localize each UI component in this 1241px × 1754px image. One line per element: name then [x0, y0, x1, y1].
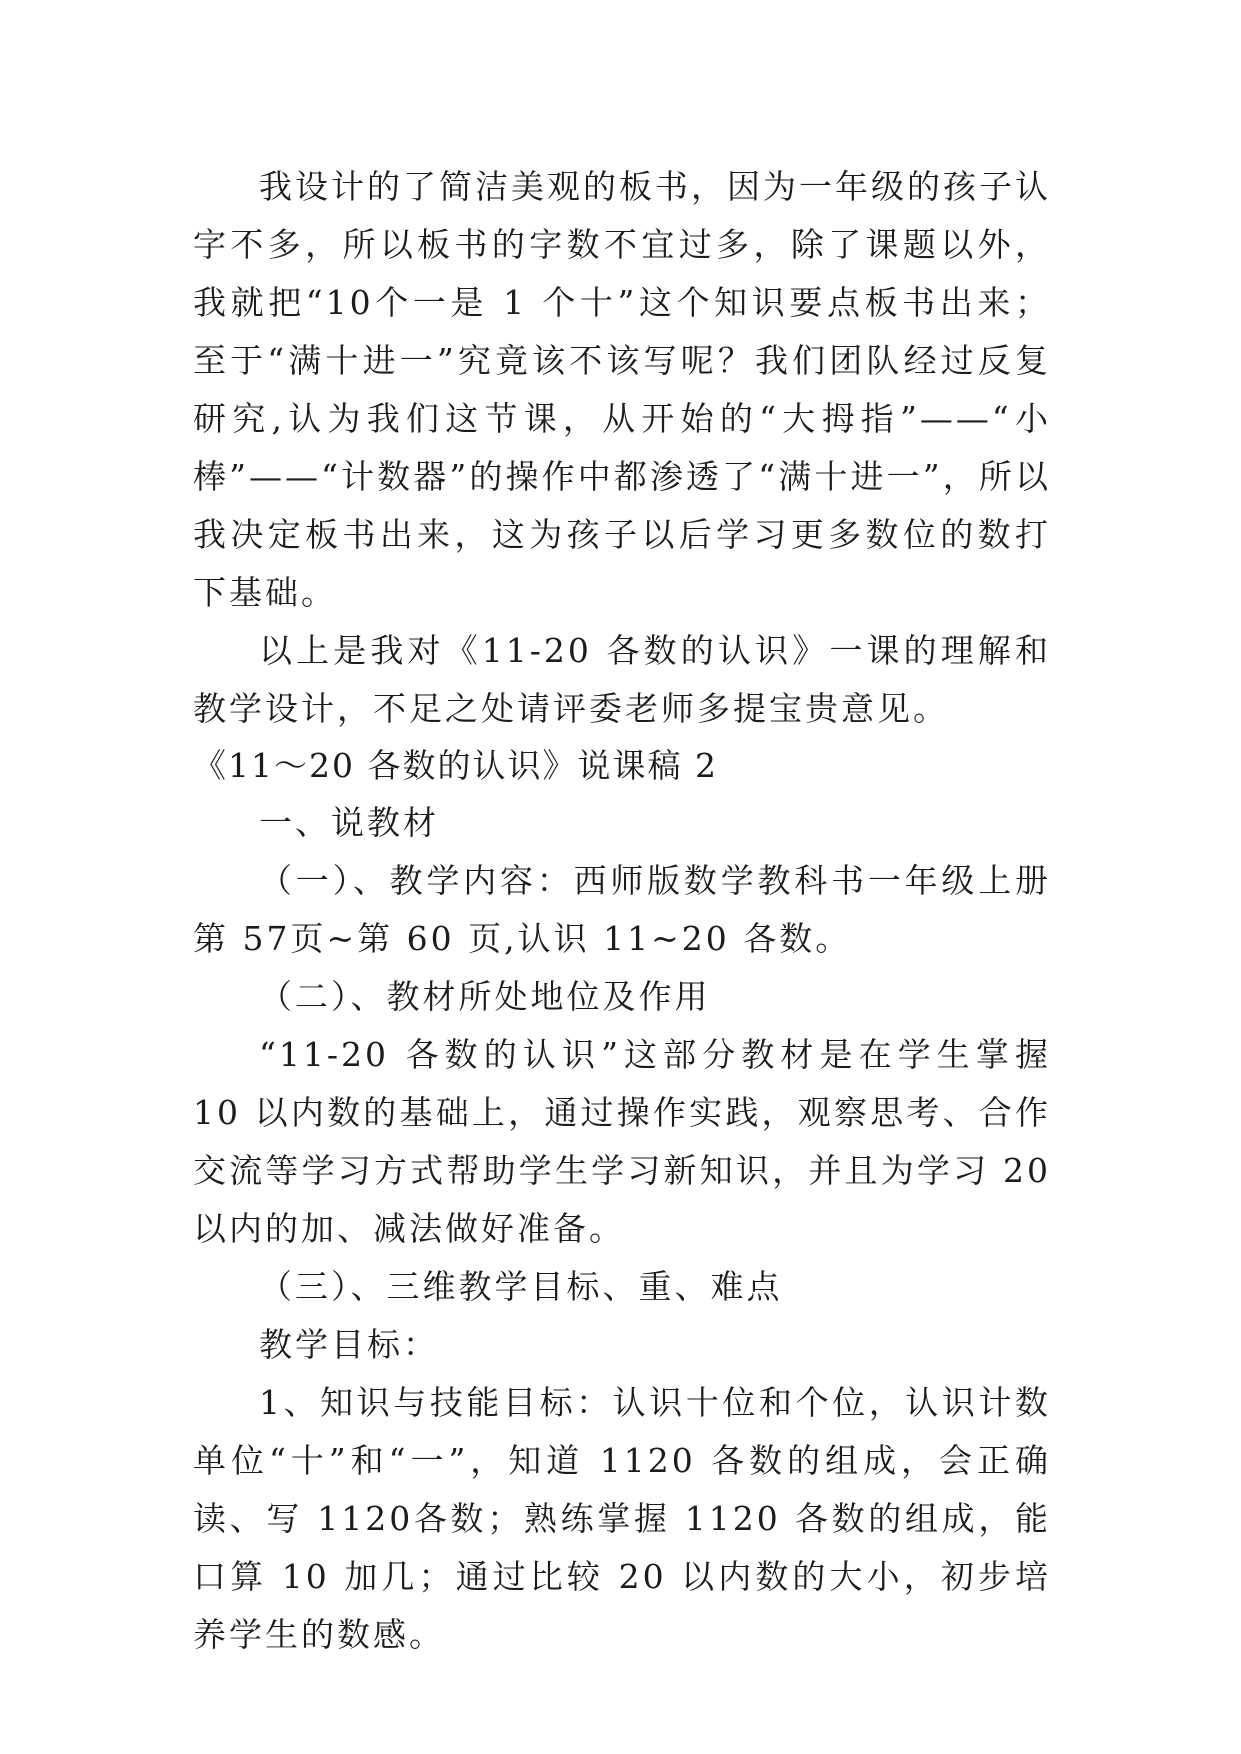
goals-label: 教学目标： [259, 1325, 439, 1364]
subsection-position-role: （二）、教材所处地位及作用 [259, 977, 711, 1016]
goal-knowledge-skills: 1、知识与技能目标：认识十位和个位，认识计数单位“十”和“一”，知道 1120 各数的组成，会正确读、写 1120各数；熟练掌握 1120 各数的组成，能口算 10 加几；通过比较 20 以内数的大小，初步培养学生的数感。 [193, 1383, 1051, 1654]
paragraph-closing: 以上是我对《11-20 各数的认识》一课的理解和教学设计，不足之处请评委老师多提宝贵意见。 [193, 631, 1051, 728]
section-heading-materials: 一、说教材 [259, 803, 439, 842]
subsection-teaching-content: （一）、教学内容：西师版数学教科书一年级上册第 57页~第 60 页,认识 11~20 各数。 [193, 861, 1051, 958]
document-title: 《11～20 各数的认识》说课稿 2 [193, 746, 718, 785]
paragraph-board-design: 我设计的了简洁美观的板书，因为一年级的孩子认字不多，所以板书的字数不宜过多，除了课题以外，我就把“10个一是 1 个十”这个知识要点板书出来；至于“满十进一”究竟该不该写呢？我们团队经过反复研究,认为我们这节课，从开始的“大拇指”——“小棒”——“计数器”的操作中都渗透了“满十进一”，所以我决定板书出来，这为孩子以后学习更多数位的数打下基础。 [193, 167, 1051, 612]
document-page [193, 158, 1051, 1664]
paragraph-material-description: “11-20 各数的认识”这部分教材是在学生掌握 10 以内数的基础上，通过操作实践，观察思考、合作交流等学习方式帮助学生学习新知识，并且为学习 20 以内的加、减法做好准备。 [193, 1035, 1051, 1248]
subsection-teaching-goals: （三）、三维教学目标、重、难点 [259, 1267, 783, 1306]
